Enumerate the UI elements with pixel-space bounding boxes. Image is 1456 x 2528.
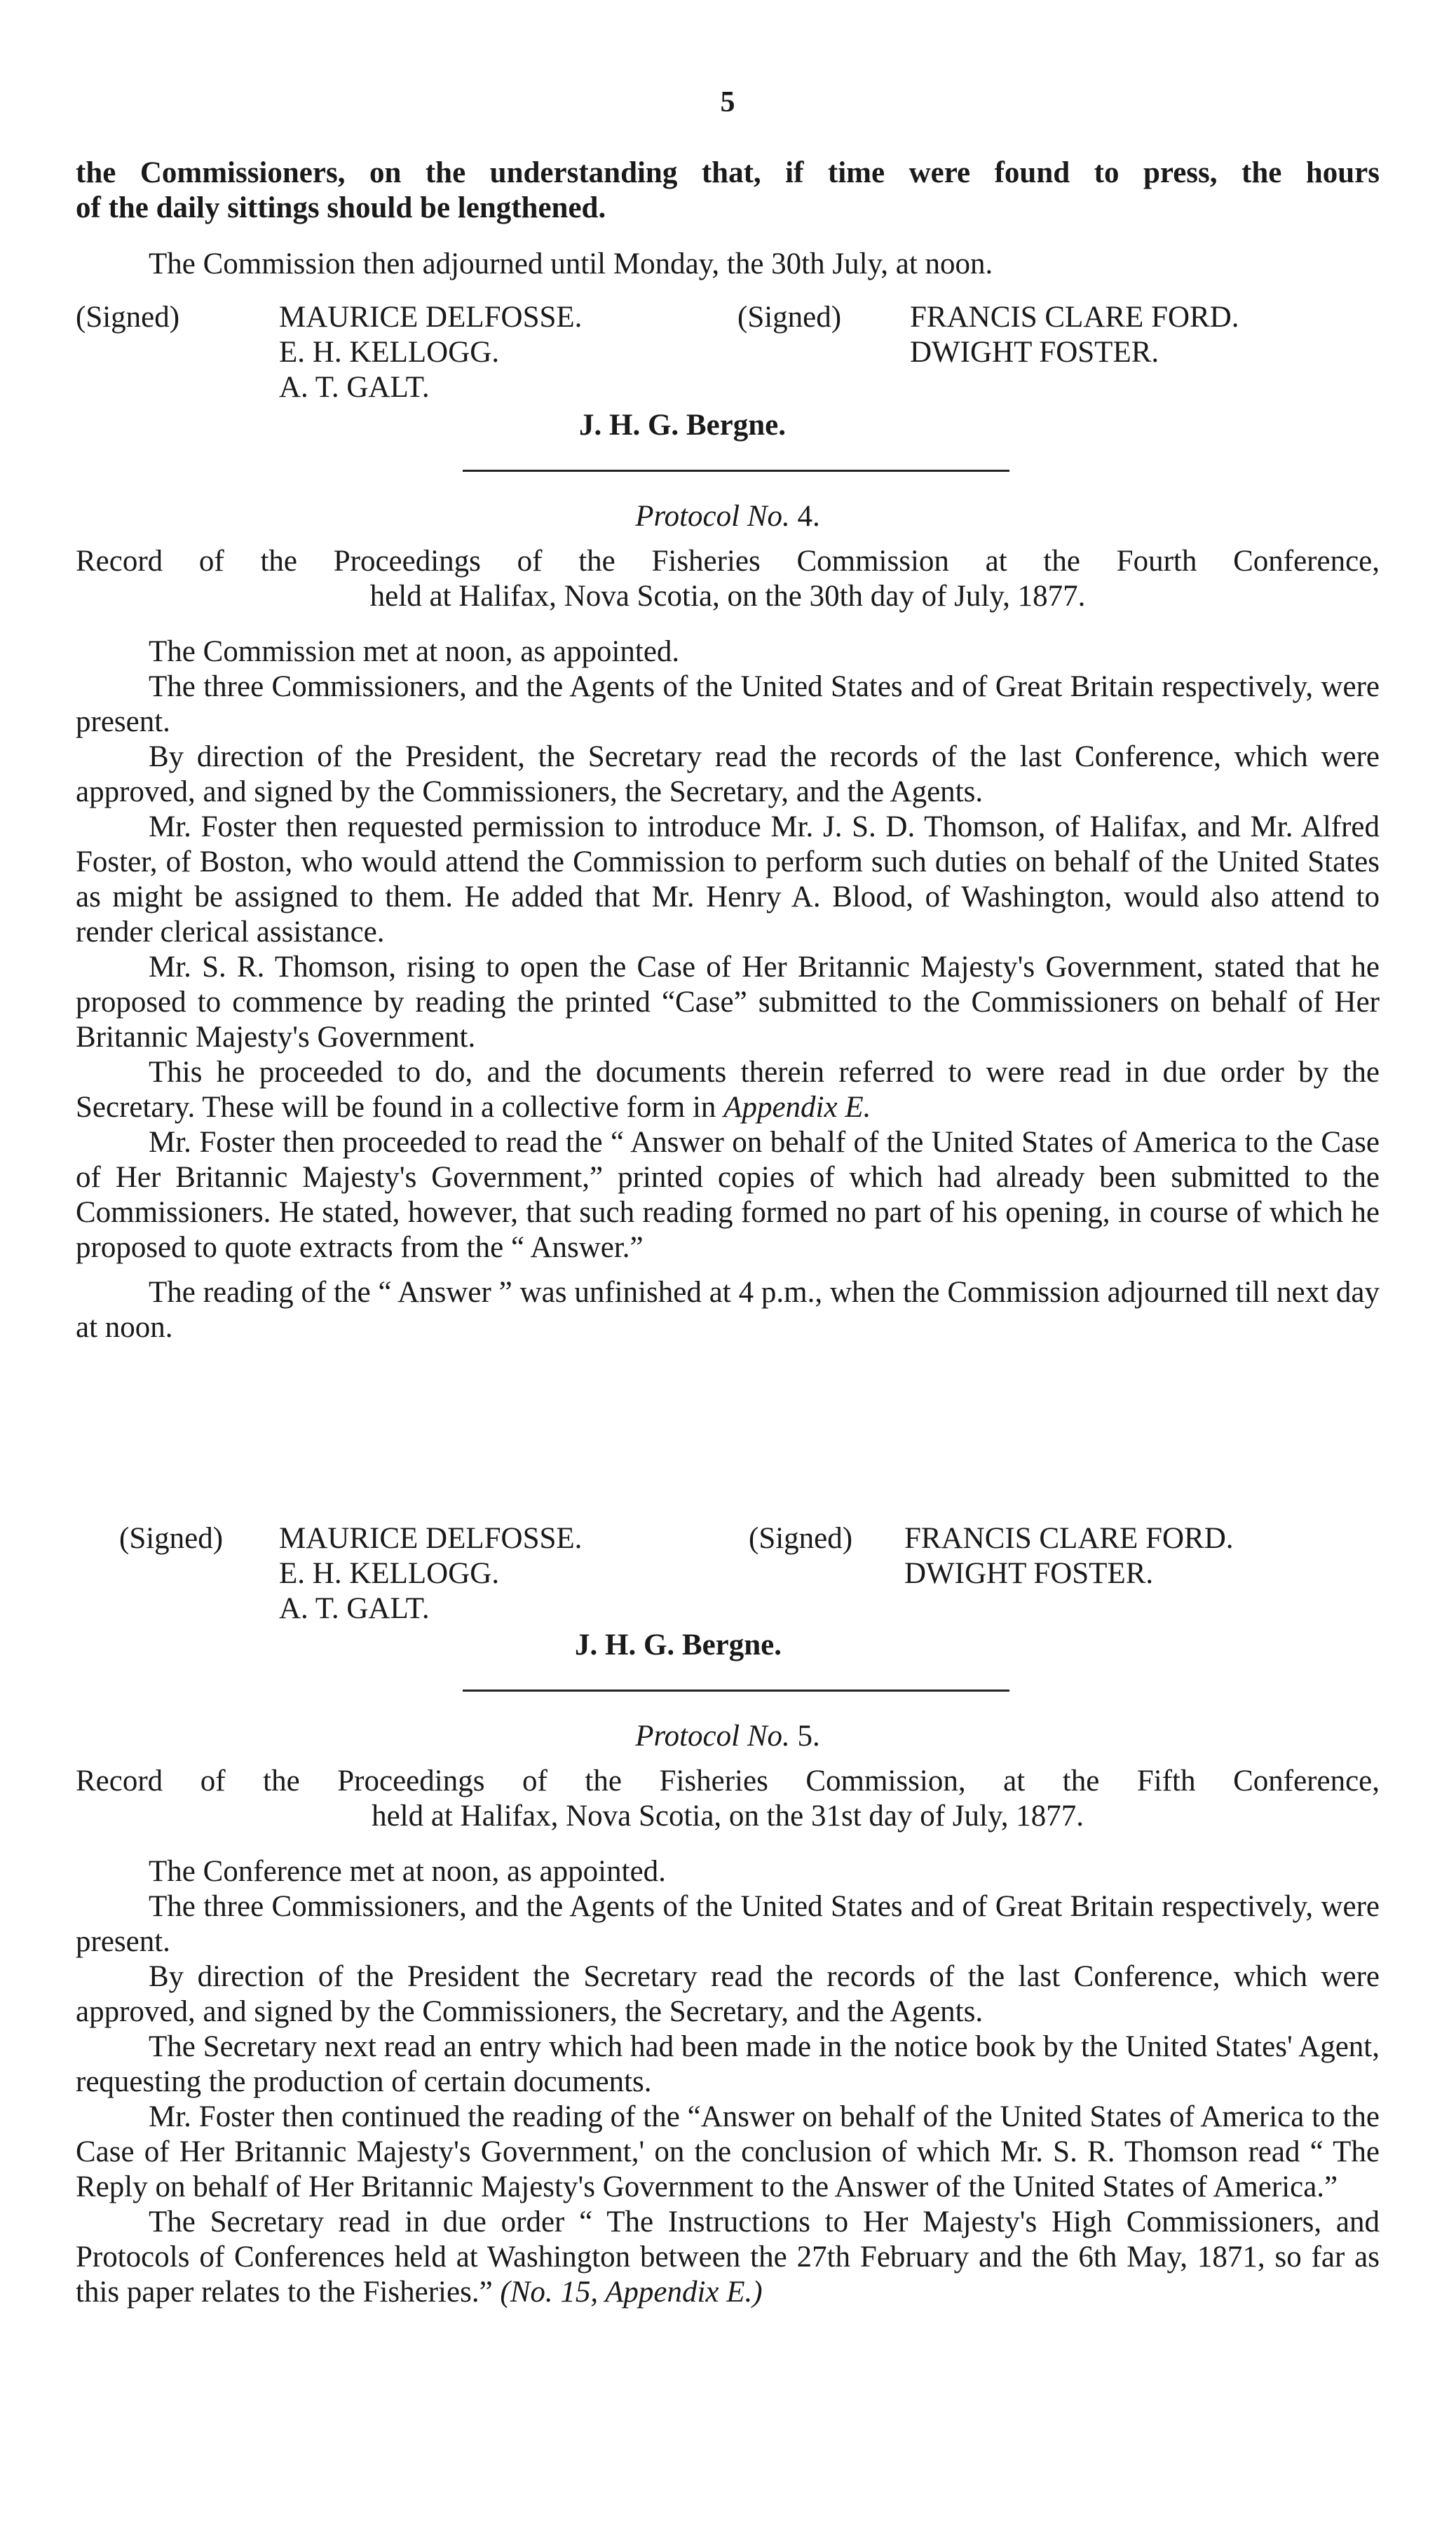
signed-label-left: (Signed) [76, 301, 180, 334]
signatory-foster: DWIGHT FOSTER. [904, 1557, 1154, 1590]
protocol-5-title: Protocol No. 5. [635, 1720, 820, 1753]
p4-paragraph: The Commission met at noon, as appointed. [149, 635, 680, 668]
signatory-delfosse: MAURICE DELFOSSE. [279, 1522, 583, 1555]
p4-paragraph: By direction of the President, the Secretary read the records of the last Conference, which were approved, and signed by the Commissioners, the Secretary, and the Agents. [76, 740, 1380, 808]
p5-paragraph: The Secretary next read an entry which had been made in the notice book by the United States' Agent, requesting the production of certain documents. [76, 2030, 1380, 2098]
p4-paragraph: Mr. S. R. Thomson, rising to open the Case of Her Britannic Majesty's Government, stated that he proposed to commence by reading the printed “Case” submitted to the Commissioners on behalf of Her Britannic Majesty's Government. [76, 951, 1380, 1054]
record-heading-line-2: held at Halifax, Nova Scotia, on the 31st day of July, 1877. [372, 1800, 1084, 1833]
signatory-kellogg: E. H. KELLOGG. [279, 1557, 500, 1590]
p4-paragraph: The three Commissioners, and the Agents of the United States and of Great Britain respectively, were present. [76, 670, 1380, 738]
secretary-signature-1: J. H. G. Bergne. [579, 409, 786, 442]
p5-paragraph: The three Commissioners, and the Agents of the United States and of Great Britain respectively, were present. [76, 1890, 1380, 1958]
continuation-line-2: of the daily sittings should be lengthened. [76, 191, 606, 224]
p4-paragraph: The reading of the “ Answer ” was unfinished at 4 p.m., when the Commission adjourned till next day at noon. [76, 1276, 1380, 1344]
signatory-galt: A. T. GALT. [279, 1592, 430, 1625]
signatory-delfosse: MAURICE DELFOSSE. [279, 301, 583, 334]
section-divider-1 [463, 470, 1009, 472]
adjournment-text: The Commission then adjourned until Monday, the 30th July, at noon. [149, 247, 993, 280]
p5-paragraph: Mr. Foster then continued the reading of the “Answer on behalf of the United States of America to the Case of Her Britannic Majesty's Government,' on the conclusion of which Mr. S. R. Thomson read “ The Reply on behalf of Her Britannic Majesty's Government to the Answer of the United States of America.” [76, 2100, 1380, 2203]
signatory-foster: DWIGHT FOSTER. [910, 336, 1159, 369]
record-heading-line-1: Record of the Proceedings of the Fisheries Commission at the Fourth Conference, [76, 545, 1380, 578]
signed-label-right: (Signed) [737, 301, 842, 334]
p4-paragraph: Mr. Foster then proceeded to read the “ Answer on behalf of the United States of America to the Case of Her Britannic Majesty's Government,” printed copies of which had already been submitted to the Commissioners. He stated, however, that such reading formed no part of his opening, in course of which he proposed to quote extracts from the “ Answer.” [76, 1126, 1380, 1264]
signed-label-left: (Signed) [119, 1522, 224, 1555]
signed-label-right: (Signed) [749, 1522, 853, 1555]
signature-block-2 [76, 1521, 1380, 1633]
p5-paragraph: The Conference met at noon, as appointed. [149, 1855, 666, 1888]
secretary-signature-2: J. H. G. Bergne. [575, 1629, 782, 1661]
appendix-e-ref: (No. 15, Appendix E.) [500, 2276, 763, 2309]
record-heading-line-2: held at Halifax, Nova Scotia, on the 30th day of July, 1877. [369, 580, 1086, 613]
record-heading-line-1: Record of the Proceedings of the Fisheries Commission, at the Fifth Conference, [76, 1765, 1380, 1798]
protocol-4-title: Protocol No. 4. [635, 500, 820, 533]
p4-appendix-paragraph: This he proceeded to do, and the documents therein referred to were read in due order by the Secretary. These will be found in a collective form in Appendix E. [76, 1056, 1380, 1124]
continuation-block [76, 156, 1380, 226]
signature-block-1 [76, 300, 1380, 412]
p5-paragraph: By direction of the President the Secretary read the records of the last Conference, which were approved, and signed by the Commissioners, the Secretary, and the Agents. [76, 1960, 1380, 2028]
signatory-galt: A. T. GALT. [279, 371, 430, 404]
page-number: 5 [720, 86, 735, 118]
appendix-e-ref: Appendix E. [723, 1091, 871, 1124]
section-divider-2 [463, 1690, 1009, 1692]
protocol-4-record-heading [76, 544, 1380, 614]
signatory-kellogg: E. H. KELLOGG. [279, 336, 500, 369]
signatory-ford: FRANCIS CLARE FORD. [904, 1522, 1234, 1555]
continuation-line-1: the Commissioners, on the understanding that, if time were found to press, the hours [76, 156, 1380, 189]
p4-paragraph: Mr. Foster then requested permission to introduce Mr. J. S. D. Thomson, of Halifax, and Mr. Alfred Foster, of Boston, who would attend the Commission to perform such duties on behalf of the United States as might be assigned to them. He added that Mr. Henry A. Blood, of Washington, would also attend to render clerical assistance. [76, 810, 1380, 949]
protocol-5-record-heading [76, 1764, 1380, 1834]
p5-last-paragraph: The Secretary read in due order “ The Instructions to Her Majesty's High Commissioners, and Protocols of Conferences held at Washington between the 27th February and the 6th May, 1871, so far as this paper relates to the Fisheries.” (No. 15, Appendix E.) [76, 2206, 1380, 2309]
adjournment-notice [76, 247, 1380, 282]
protocol-4-body [76, 634, 1380, 1345]
protocol-5-body [76, 1854, 1380, 2310]
signatory-ford: FRANCIS CLARE FORD. [910, 301, 1239, 334]
